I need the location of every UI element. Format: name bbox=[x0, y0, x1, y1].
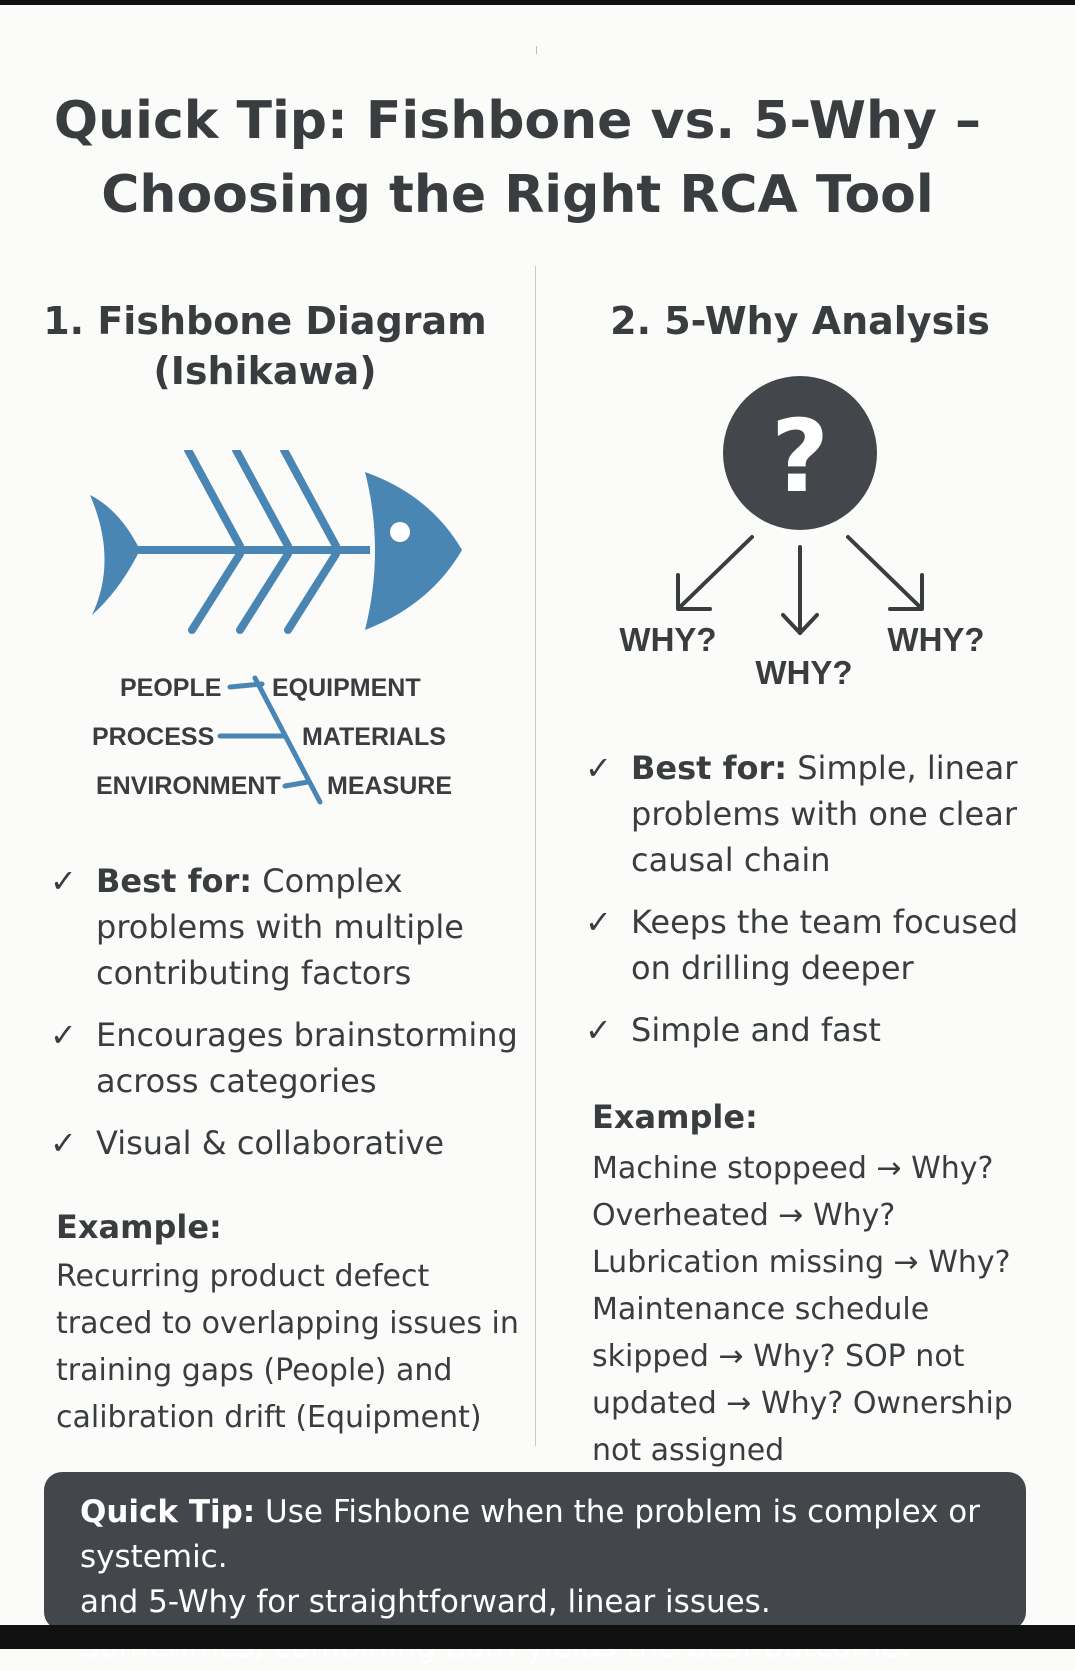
five-why-benefit-item bbox=[585, 745, 1045, 883]
fishbone-benefit-text: Encourages brainstorming across categories bbox=[96, 1016, 518, 1100]
fish-icon bbox=[90, 450, 462, 630]
bottom-border bbox=[0, 1625, 1075, 1649]
fishbone-benefit-text: Visual & collaborative bbox=[96, 1124, 445, 1162]
check-icon: ✓ bbox=[50, 862, 77, 900]
fish-eye bbox=[390, 522, 410, 542]
five-why-benefit-text: Simple, linear problems with one clear causal chain bbox=[631, 749, 1018, 879]
fishbone-heading-line-2: (Ishikawa) bbox=[153, 349, 377, 393]
quick-tip-box bbox=[44, 1472, 1026, 1630]
why-label-center: WHY? bbox=[755, 654, 853, 691]
five-why-benefit-item bbox=[585, 899, 1045, 991]
five-why-benefits-list bbox=[585, 745, 1045, 1069]
top-border bbox=[0, 0, 1075, 5]
title-line-1: Quick Tip: Fishbone vs. 5-Why – bbox=[53, 91, 982, 151]
five-why-benefit-item bbox=[585, 1007, 1045, 1053]
fishbone-benefit-label: Best for: bbox=[96, 862, 253, 900]
category-materials: MATERIALS bbox=[302, 723, 446, 751]
fish-upper-bones bbox=[188, 450, 336, 546]
arrow-down-right-icon bbox=[848, 537, 922, 609]
why-arrows bbox=[678, 537, 922, 633]
category-people: PEOPLE bbox=[120, 674, 222, 702]
tip-line-2: and 5-Why for straightforward, linear issues. bbox=[80, 1584, 771, 1620]
check-icon: ✓ bbox=[585, 749, 612, 787]
divider-tick bbox=[536, 46, 537, 54]
fishbone-example-heading: Example: bbox=[56, 1208, 222, 1246]
fishbone-benefit-item bbox=[50, 1012, 520, 1104]
question-mark-icon: ? bbox=[770, 398, 830, 515]
fishbone-benefit-item bbox=[50, 1120, 520, 1166]
page-title bbox=[40, 84, 995, 232]
five-why-example-text: Machine stoppeed → Why? Overheated → Why? Lubrication missing → Why? Maintenance schedule skipped → Why? SOP not updated → Why? Ownership not assigned bbox=[592, 1151, 1013, 1468]
check-icon: ✓ bbox=[50, 1016, 77, 1054]
five-why-benefit-label: Best for: bbox=[631, 749, 788, 787]
why-label-right: WHY? bbox=[887, 621, 985, 658]
fishbone-benefits-list bbox=[50, 858, 520, 1182]
check-icon: ✓ bbox=[50, 1124, 77, 1162]
arrow-down-left-icon bbox=[678, 537, 752, 609]
fish-head bbox=[365, 472, 462, 630]
fishbone-benefit-text: Complex problems with multiple contributing factors bbox=[96, 862, 464, 992]
category-process: PROCESS bbox=[92, 723, 215, 751]
fish-tail bbox=[90, 495, 140, 615]
five-why-example-heading: Example: bbox=[592, 1098, 758, 1136]
column-divider bbox=[535, 266, 536, 1446]
tip-line-1 bbox=[80, 1490, 992, 1580]
arrow-down-icon bbox=[783, 547, 817, 633]
five-why-diagram bbox=[600, 375, 1000, 705]
check-icon: ✓ bbox=[585, 1011, 612, 1049]
category-environment: ENVIRONMENT bbox=[96, 772, 281, 800]
five-why-heading: 2. 5-Why Analysis bbox=[610, 299, 990, 343]
fish-lower-bones bbox=[192, 554, 336, 630]
tip-label: Quick Tip: bbox=[80, 1494, 256, 1530]
fishbone-diagram bbox=[80, 450, 500, 830]
fishbone-example-text: Recurring product defect traced to overlapping issues in training gaps (People) and calibration drift (Equipment) bbox=[56, 1259, 519, 1435]
tip-text-1: Use Fishbone when the problem is complex or systemic. bbox=[80, 1494, 981, 1575]
five-why-benefit-text: Keeps the team focused on drilling deeper bbox=[631, 903, 1019, 987]
category-measure: MEASURE bbox=[327, 772, 453, 800]
check-icon: ✓ bbox=[585, 903, 612, 941]
title-line-2: Choosing the Right RCA Tool bbox=[101, 165, 934, 225]
fishbone-heading bbox=[30, 296, 500, 396]
why-label-left: WHY? bbox=[619, 621, 717, 658]
category-equipment: EQUIPMENT bbox=[272, 674, 421, 702]
fishbone-heading-line-1: 1. Fishbone Diagram bbox=[43, 299, 487, 343]
five-why-benefit-text: Simple and fast bbox=[631, 1011, 881, 1049]
fishbone-benefit-item bbox=[50, 858, 520, 996]
